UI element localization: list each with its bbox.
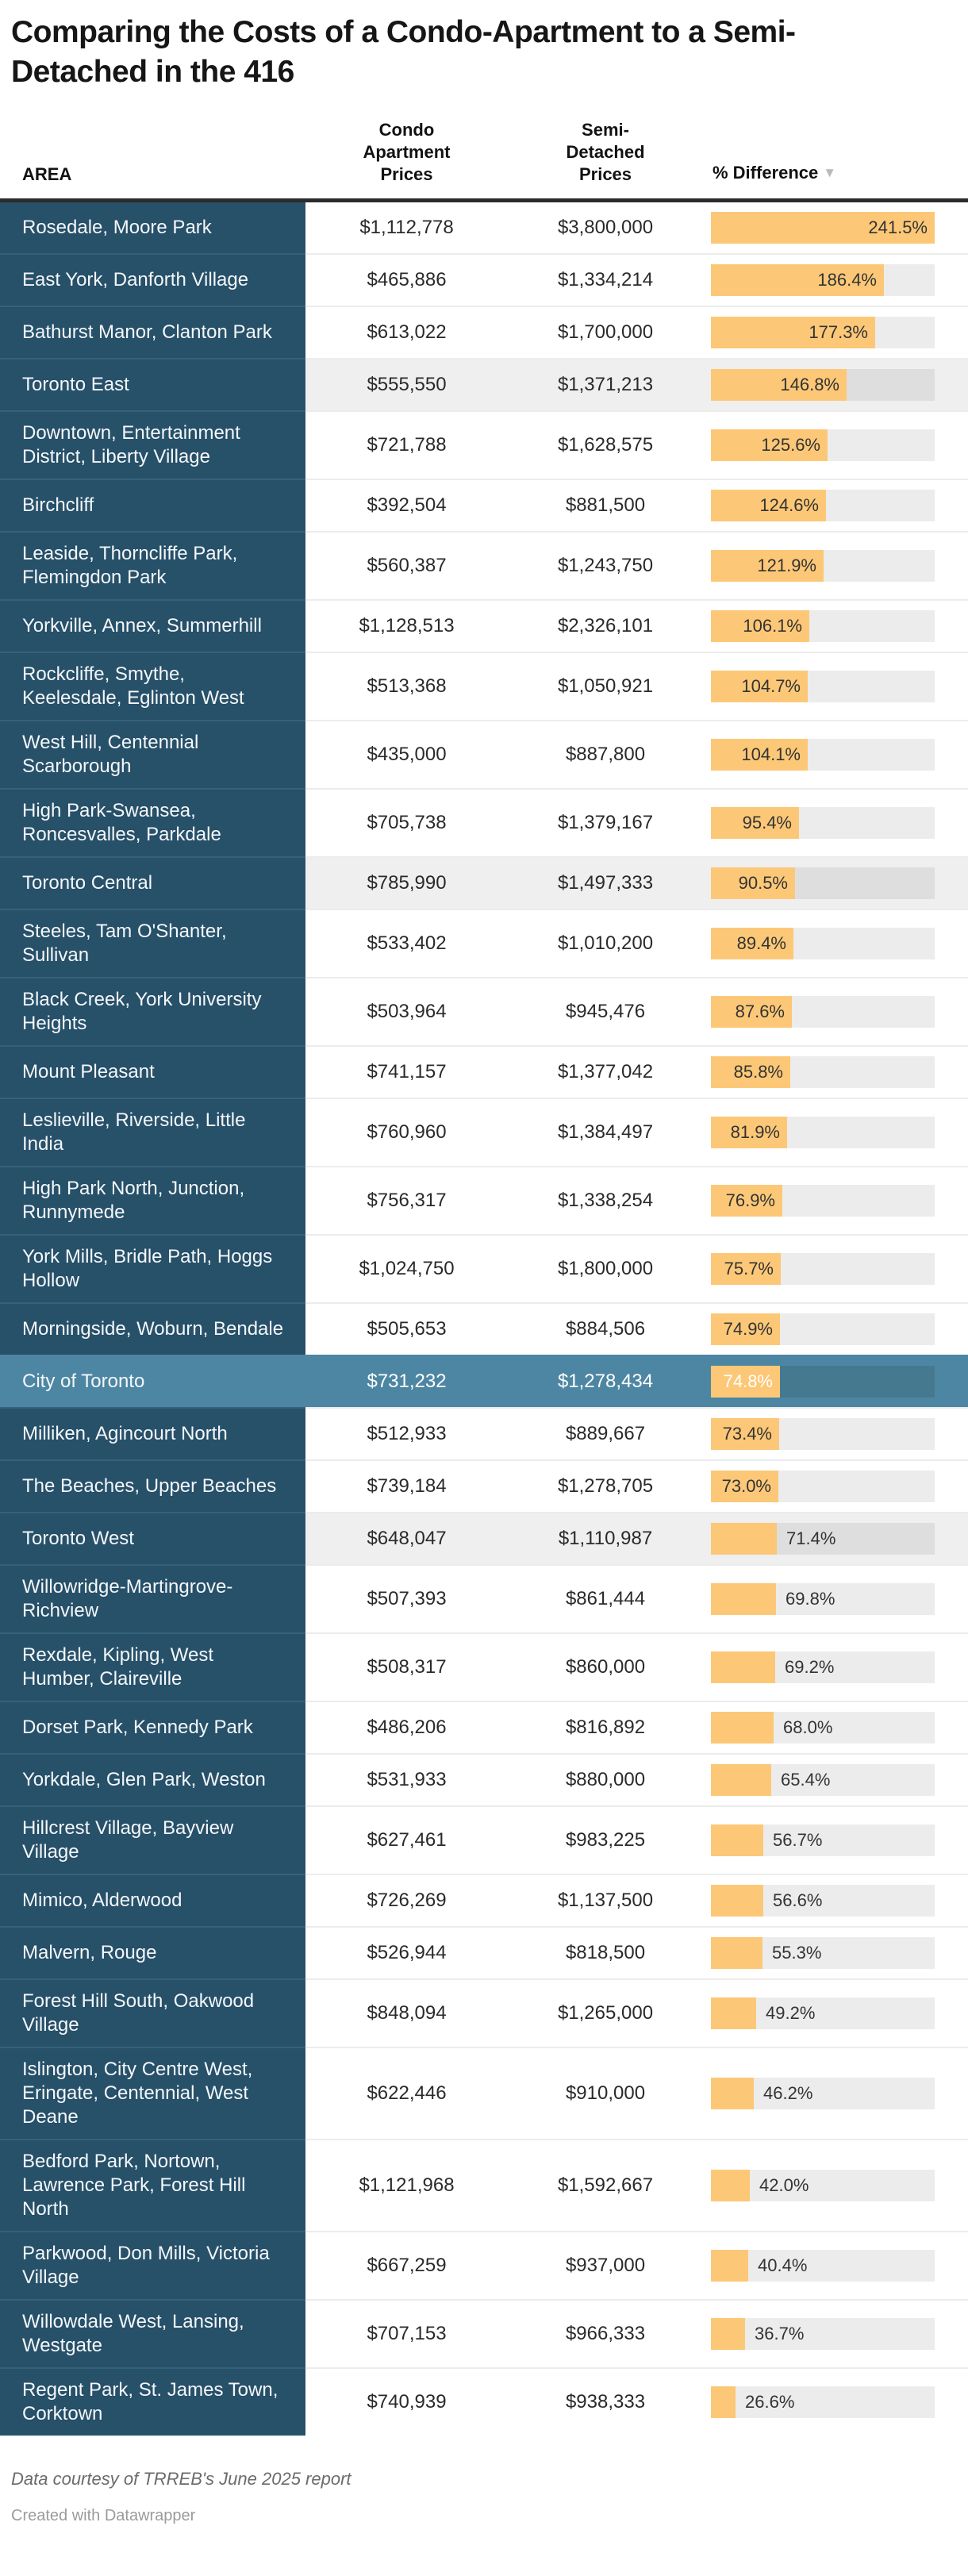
condo-price-cell: $1,128,513 (305, 599, 508, 652)
pct-difference-cell (703, 253, 968, 306)
pct-difference-cell (703, 1234, 968, 1302)
table-row (0, 2231, 968, 2299)
area-cell: Yorkdale, Glen Park, Weston (0, 1753, 305, 1805)
table-row (0, 1098, 968, 1166)
pct-label: 104.1% (741, 744, 801, 764)
area-cell: Milliken, Agincourt North (0, 1407, 305, 1459)
pct-bar-track (711, 2386, 935, 2418)
pct-bar-track (711, 1313, 935, 1345)
semi-price-cell: $1,371,213 (508, 358, 703, 410)
pct-difference-cell (703, 2299, 968, 2367)
table-row (0, 1355, 968, 1407)
pct-bar (711, 317, 875, 348)
pct-bar-track (711, 1583, 935, 1615)
pct-bar (711, 1185, 782, 1217)
pct-bar (711, 490, 826, 521)
pct-bar (711, 1523, 777, 1555)
pct-label: 125.6% (761, 435, 820, 455)
semi-price-cell: $1,050,921 (508, 652, 703, 720)
semi-price-cell: $1,628,575 (508, 410, 703, 479)
pct-difference-cell (703, 358, 968, 410)
pct-label: 74.9% (723, 1319, 773, 1339)
pct-label: 104.7% (741, 676, 801, 696)
area-cell: The Beaches, Upper Beaches (0, 1459, 305, 1512)
table-row (0, 410, 968, 479)
table-row (0, 306, 968, 358)
pct-bar-track (711, 2318, 935, 2350)
pct-difference-cell (703, 856, 968, 909)
pct-bar (711, 1313, 780, 1345)
pct-bar (711, 1764, 771, 1796)
pct-difference-cell (703, 306, 968, 358)
semi-price-cell: $889,667 (508, 1407, 703, 1459)
condo-price-cell: $760,960 (305, 1098, 508, 1166)
pct-bar-track (711, 1471, 935, 1502)
table-row (0, 202, 968, 253)
area-cell: Steeles, Tam O'Shanter, Sullivan (0, 909, 305, 977)
condo-price-cell: $740,939 (305, 2367, 508, 2436)
semi-price-cell: $1,497,333 (508, 856, 703, 909)
pct-difference-cell (703, 531, 968, 599)
pct-bar (711, 1253, 781, 1285)
condo-price-cell: $503,964 (305, 977, 508, 1045)
pct-difference-cell (703, 2139, 968, 2231)
table-row (0, 1926, 968, 1978)
condo-price-cell: $721,788 (305, 410, 508, 479)
area-cell: Leaside, Thorncliffe Park, Flemingdon Park (0, 531, 305, 599)
condo-price-cell: $513,368 (305, 652, 508, 720)
pct-bar (711, 2386, 736, 2418)
pct-bar (711, 550, 824, 582)
condo-price-cell: $613,022 (305, 306, 508, 358)
column-header-pct-difference[interactable]: % Difference ▼ (713, 163, 837, 183)
datawrapper-credit[interactable]: Created with Datawrapper (11, 2507, 196, 2524)
pct-difference-cell (703, 1166, 968, 1234)
table-row (0, 531, 968, 599)
area-cell: Rosedale, Moore Park (0, 202, 305, 253)
pct-difference-cell (703, 599, 968, 652)
pct-bar-track (711, 1253, 935, 1285)
table-row (0, 1564, 968, 1632)
condo-price-cell: $731,232 (305, 1355, 508, 1407)
semi-price-cell: $860,000 (508, 1632, 703, 1701)
table-body (0, 202, 968, 2436)
semi-price-cell: $1,592,667 (508, 2139, 703, 2231)
area-cell: Mount Pleasant (0, 1045, 305, 1098)
semi-price-cell: $1,334,214 (508, 253, 703, 306)
pct-label: 26.6% (745, 2392, 795, 2412)
semi-price-cell: $2,326,101 (508, 599, 703, 652)
pct-difference-cell (703, 1459, 968, 1512)
pct-bar (711, 671, 808, 702)
semi-price-cell: $1,278,705 (508, 1459, 703, 1512)
pct-bar-track (711, 429, 935, 461)
pct-bar-track (711, 2250, 935, 2282)
table-row (0, 788, 968, 856)
pct-label: 90.5% (738, 873, 788, 893)
pct-bar-track (711, 1764, 935, 1796)
column-header-area[interactable]: AREA (22, 164, 72, 184)
semi-price-cell: $1,384,497 (508, 1098, 703, 1166)
pct-label: 73.0% (721, 1476, 771, 1496)
pct-difference-cell (703, 720, 968, 788)
pct-label: 177.3% (809, 322, 868, 342)
table-row (0, 1045, 968, 1098)
semi-price-cell: $1,137,500 (508, 1874, 703, 1926)
area-cell: Forest Hill South, Oakwood Village (0, 1978, 305, 2047)
pct-bar (711, 1418, 779, 1450)
pct-bar (711, 1583, 776, 1615)
condo-price-cell: $512,933 (305, 1407, 508, 1459)
area-cell: Malvern, Rouge (0, 1926, 305, 1978)
semi-price-cell: $1,278,434 (508, 1355, 703, 1407)
area-cell: Yorkville, Annex, Summerhill (0, 599, 305, 652)
pct-difference-cell (703, 1302, 968, 1355)
pct-bar (711, 610, 809, 642)
pct-label: 49.2% (766, 2003, 816, 2023)
condo-price-cell: $785,990 (305, 856, 508, 909)
area-cell: Black Creek, York University Heights (0, 977, 305, 1045)
column-header-condo-prices[interactable]: Condo Apartment Prices (363, 120, 451, 184)
semi-price-cell: $881,500 (508, 479, 703, 531)
table-row (0, 2139, 968, 2231)
pct-bar (711, 1824, 763, 1856)
table-row (0, 2299, 968, 2367)
area-cell: Downtown, Entertainment District, Liberty Village (0, 410, 305, 479)
semi-price-cell: $1,377,042 (508, 1045, 703, 1098)
area-cell: Birchcliff (0, 479, 305, 531)
pct-difference-cell (703, 652, 968, 720)
semi-price-cell: $1,379,167 (508, 788, 703, 856)
pct-difference-cell (703, 1753, 968, 1805)
semi-price-cell: $1,243,750 (508, 531, 703, 599)
pct-bar-track (711, 1117, 935, 1148)
area-cell: Bathurst Manor, Clanton Park (0, 306, 305, 358)
table-row (0, 1512, 968, 1564)
pct-bar-track (711, 1366, 935, 1398)
semi-price-cell: $861,444 (508, 1564, 703, 1632)
pct-bar-track (711, 550, 935, 582)
pct-label: 69.2% (785, 1657, 835, 1677)
area-cell: Willowdale West, Lansing, Westgate (0, 2299, 305, 2367)
table-row (0, 856, 968, 909)
page-title: Comparing the Costs of a Condo-Apartment to a Semi-Detached in the 416 (11, 15, 796, 89)
table-row (0, 599, 968, 652)
table-row (0, 720, 968, 788)
area-cell: Morningside, Woburn, Bendale (0, 1302, 305, 1355)
pct-difference-cell (703, 1632, 968, 1701)
area-cell: High Park North, Junction, Runnymede (0, 1166, 305, 1234)
table-row (0, 479, 968, 531)
area-cell: Parkwood, Don Mills, Victoria Village (0, 2231, 305, 2299)
area-cell: Islington, City Centre West, Eringate, Centennial, West Deane (0, 2047, 305, 2139)
table-row (0, 1753, 968, 1805)
table-row (0, 2367, 968, 2436)
chart-footer (0, 2436, 968, 2549)
pct-label: 75.7% (724, 1259, 774, 1278)
pct-label: 73.4% (722, 1424, 772, 1444)
condo-price-cell: $531,933 (305, 1753, 508, 1805)
pct-bar-track (711, 2170, 935, 2201)
semi-price-cell: $966,333 (508, 2299, 703, 2367)
pct-difference-cell (703, 1926, 968, 1978)
condo-price-cell: $555,550 (305, 358, 508, 410)
area-cell: Hillcrest Village, Bayview Village (0, 1805, 305, 1874)
table-row (0, 1302, 968, 1355)
pct-difference-cell (703, 1407, 968, 1459)
table-row (0, 1978, 968, 2047)
area-cell: Rexdale, Kipling, West Humber, Claireville (0, 1632, 305, 1701)
pct-difference-cell (703, 1512, 968, 1564)
pct-bar-track (711, 1056, 935, 1088)
pct-bar (711, 867, 795, 899)
area-cell: Mimico, Alderwood (0, 1874, 305, 1926)
pct-bar (711, 1937, 762, 1969)
area-cell: High Park-Swansea, Roncesvalles, Parkdale (0, 788, 305, 856)
pct-bar-track (711, 610, 935, 642)
pct-bar-track (711, 996, 935, 1028)
pct-bar (711, 1056, 790, 1088)
pct-bar-track (711, 317, 935, 348)
condo-price-cell: $648,047 (305, 1512, 508, 1564)
pct-label: 186.4% (817, 270, 877, 290)
pct-label: 56.7% (773, 1830, 823, 1850)
pct-label: 65.4% (781, 1770, 831, 1790)
pct-bar-track (711, 1712, 935, 1744)
pct-label: 81.9% (730, 1122, 780, 1142)
pct-bar-track (711, 1418, 935, 1450)
pct-bar (711, 1471, 778, 1502)
table-row (0, 2047, 968, 2139)
table-row (0, 909, 968, 977)
semi-price-cell: $880,000 (508, 1753, 703, 1805)
semi-price-cell: $884,506 (508, 1302, 703, 1355)
condo-price-cell: $705,738 (305, 788, 508, 856)
pct-bar (711, 212, 935, 244)
pct-label: 121.9% (757, 556, 816, 575)
pct-label: 106.1% (743, 616, 802, 636)
table-row (0, 1874, 968, 1926)
semi-price-cell: $1,338,254 (508, 1166, 703, 1234)
semi-price-cell: $1,265,000 (508, 1978, 703, 2047)
area-cell: Toronto East (0, 358, 305, 410)
condo-price-cell: $526,944 (305, 1926, 508, 1978)
semi-price-cell: $945,476 (508, 977, 703, 1045)
pct-difference-cell (703, 202, 968, 253)
pct-label: 89.4% (736, 933, 786, 953)
pct-difference-cell (703, 788, 968, 856)
pct-difference-cell (703, 1098, 968, 1166)
pct-difference-cell (703, 2367, 968, 2436)
condo-price-cell: $848,094 (305, 1978, 508, 2047)
pct-bar-track (711, 490, 935, 521)
pct-difference-cell (703, 2047, 968, 2139)
pct-label: 46.2% (763, 2083, 813, 2103)
pct-bar-track (711, 671, 935, 702)
table-row (0, 1166, 968, 1234)
semi-price-cell: $937,000 (508, 2231, 703, 2299)
area-cell: Leslieville, Riverside, Little India (0, 1098, 305, 1166)
pct-label: 69.8% (786, 1589, 835, 1609)
condo-price-cell: $560,387 (305, 531, 508, 599)
pct-difference-cell (703, 1701, 968, 1753)
semi-price-cell: $1,700,000 (508, 306, 703, 358)
pct-bar (711, 2170, 750, 2201)
pct-label: 241.5% (868, 217, 928, 237)
pct-bar (711, 739, 808, 771)
area-cell: Dorset Park, Kennedy Park (0, 1701, 305, 1753)
area-cell: Regent Park, St. James Town, Corktown (0, 2367, 305, 2436)
pct-bar (711, 1117, 787, 1148)
area-cell: Toronto Central (0, 856, 305, 909)
area-cell: Bedford Park, Nortown, Lawrence Park, Forest Hill North (0, 2139, 305, 2231)
pct-bar-track (711, 2078, 935, 2109)
pct-bar-track (711, 1937, 935, 1969)
table-row (0, 977, 968, 1045)
condo-price-cell: $465,886 (305, 253, 508, 306)
pct-bar-track (711, 369, 935, 401)
semi-price-cell: $983,225 (508, 1805, 703, 1874)
pct-difference-cell (703, 1805, 968, 1874)
pct-label: 36.7% (755, 2324, 805, 2343)
pct-bar (711, 928, 793, 959)
table-row (0, 1459, 968, 1512)
pct-difference-cell (703, 977, 968, 1045)
condo-price-cell: $622,446 (305, 2047, 508, 2139)
pct-bar-track (711, 867, 935, 899)
semi-price-cell: $1,800,000 (508, 1234, 703, 1302)
semi-price-cell: $818,500 (508, 1926, 703, 1978)
semi-price-cell: $3,800,000 (557, 217, 654, 238)
pct-difference-cell (703, 2231, 968, 2299)
pct-bar (711, 807, 799, 839)
pct-bar (711, 1997, 756, 2029)
pct-bar-track (711, 1523, 935, 1555)
pct-bar-track (711, 264, 935, 296)
condo-price-cell: $1,121,968 (305, 2139, 508, 2231)
pct-bar (711, 429, 828, 461)
pct-bar (711, 1651, 775, 1683)
pct-bar-track (711, 1651, 935, 1683)
condo-price-cell: $756,317 (305, 1166, 508, 1234)
condo-price-cell: $707,153 (305, 2299, 508, 2367)
condo-price-cell: $667,259 (305, 2231, 508, 2299)
pct-label: 68.0% (783, 1717, 833, 1737)
pct-bar (711, 2318, 745, 2350)
pct-difference-cell (703, 410, 968, 479)
pct-difference-cell (703, 1564, 968, 1632)
pct-bar-track (711, 1997, 935, 2029)
pct-label: 146.8% (780, 375, 839, 394)
sort-descending-icon: ▼ (823, 165, 837, 180)
pct-difference-cell (703, 1355, 968, 1407)
table-row (0, 1407, 968, 1459)
condo-price-cell: $1,112,778 (359, 217, 454, 238)
table-row (0, 1632, 968, 1701)
pct-label: 56.6% (773, 1890, 823, 1910)
pct-bar-track (711, 212, 935, 244)
condo-price-cell: $1,024,750 (305, 1234, 508, 1302)
pct-label: 42.0% (759, 2175, 809, 2195)
pct-label: 95.4% (742, 813, 792, 832)
area-cell: York Mills, Bridle Path, Hoggs Hollow (0, 1234, 305, 1302)
pct-bar (711, 369, 847, 401)
condo-price-cell: $726,269 (305, 1874, 508, 1926)
pct-bar-track (711, 807, 935, 839)
semi-price-cell: $910,000 (508, 2047, 703, 2139)
pct-bar (711, 1885, 763, 1917)
pct-label: 71.4% (786, 1528, 836, 1548)
pct-bar-track (711, 1885, 935, 1917)
semi-price-cell: $1,110,987 (508, 1512, 703, 1564)
table-row (0, 652, 968, 720)
pct-label: 124.6% (759, 495, 819, 515)
semi-price-cell: $816,892 (508, 1701, 703, 1753)
pct-label: 87.6% (735, 1002, 785, 1021)
table-row (0, 1805, 968, 1874)
pct-bar (711, 264, 884, 296)
pct-difference-cell (703, 479, 968, 531)
pct-difference-cell (703, 909, 968, 977)
pct-label: 74.8% (723, 1371, 773, 1391)
table-row (0, 358, 968, 410)
pct-bar-track (711, 928, 935, 959)
area-cell: West Hill, Centennial Scarborough (0, 720, 305, 788)
condo-price-cell: $392,504 (305, 479, 508, 531)
pct-difference-cell (703, 1874, 968, 1926)
condo-price-cell: $486,206 (305, 1701, 508, 1753)
pct-bar (711, 2250, 748, 2282)
table-row (0, 1701, 968, 1753)
area-cell: Willowridge-Martingrove-Richview (0, 1564, 305, 1632)
pct-difference-cell (703, 1045, 968, 1098)
pct-difference-cell (703, 1978, 968, 2047)
pct-bar (711, 2078, 754, 2109)
table-row (0, 253, 968, 306)
area-cell: Rockcliffe, Smythe, Keelesdale, Eglinton West (0, 652, 305, 720)
table-row (0, 1234, 968, 1302)
condo-price-cell: $508,317 (305, 1632, 508, 1701)
pct-label: 76.9% (725, 1190, 775, 1210)
semi-price-cell: $887,800 (508, 720, 703, 788)
condo-price-cell: $739,184 (305, 1459, 508, 1512)
condo-price-cell: $741,157 (305, 1045, 508, 1098)
area-cell: Toronto West (0, 1512, 305, 1564)
condo-price-cell: $533,402 (305, 909, 508, 977)
pct-bar (711, 996, 792, 1028)
pct-bar (711, 1366, 780, 1398)
source-note: Data courtesy of TRREB's June 2025 report (11, 2469, 351, 2489)
column-header-semi-prices[interactable]: Semi-Detached Prices (566, 120, 645, 184)
pct-bar (711, 1712, 774, 1744)
pct-label: 55.3% (772, 1943, 822, 1963)
pct-label: 85.8% (733, 1062, 783, 1082)
area-cell: East York, Danforth Village (0, 253, 305, 306)
condo-price-cell: $507,393 (305, 1564, 508, 1632)
condo-price-cell: $435,000 (305, 720, 508, 788)
area-cell: City of Toronto (0, 1355, 305, 1407)
pct-bar-track (711, 1824, 935, 1856)
condo-price-cell: $627,461 (305, 1805, 508, 1874)
pct-bar-track (711, 739, 935, 771)
semi-price-cell: $938,333 (508, 2367, 703, 2436)
table-header-row (0, 92, 968, 202)
condo-price-cell: $505,653 (305, 1302, 508, 1355)
pct-bar-track (711, 1185, 935, 1217)
pct-label: 40.4% (758, 2255, 808, 2275)
semi-price-cell: $1,010,200 (508, 909, 703, 977)
